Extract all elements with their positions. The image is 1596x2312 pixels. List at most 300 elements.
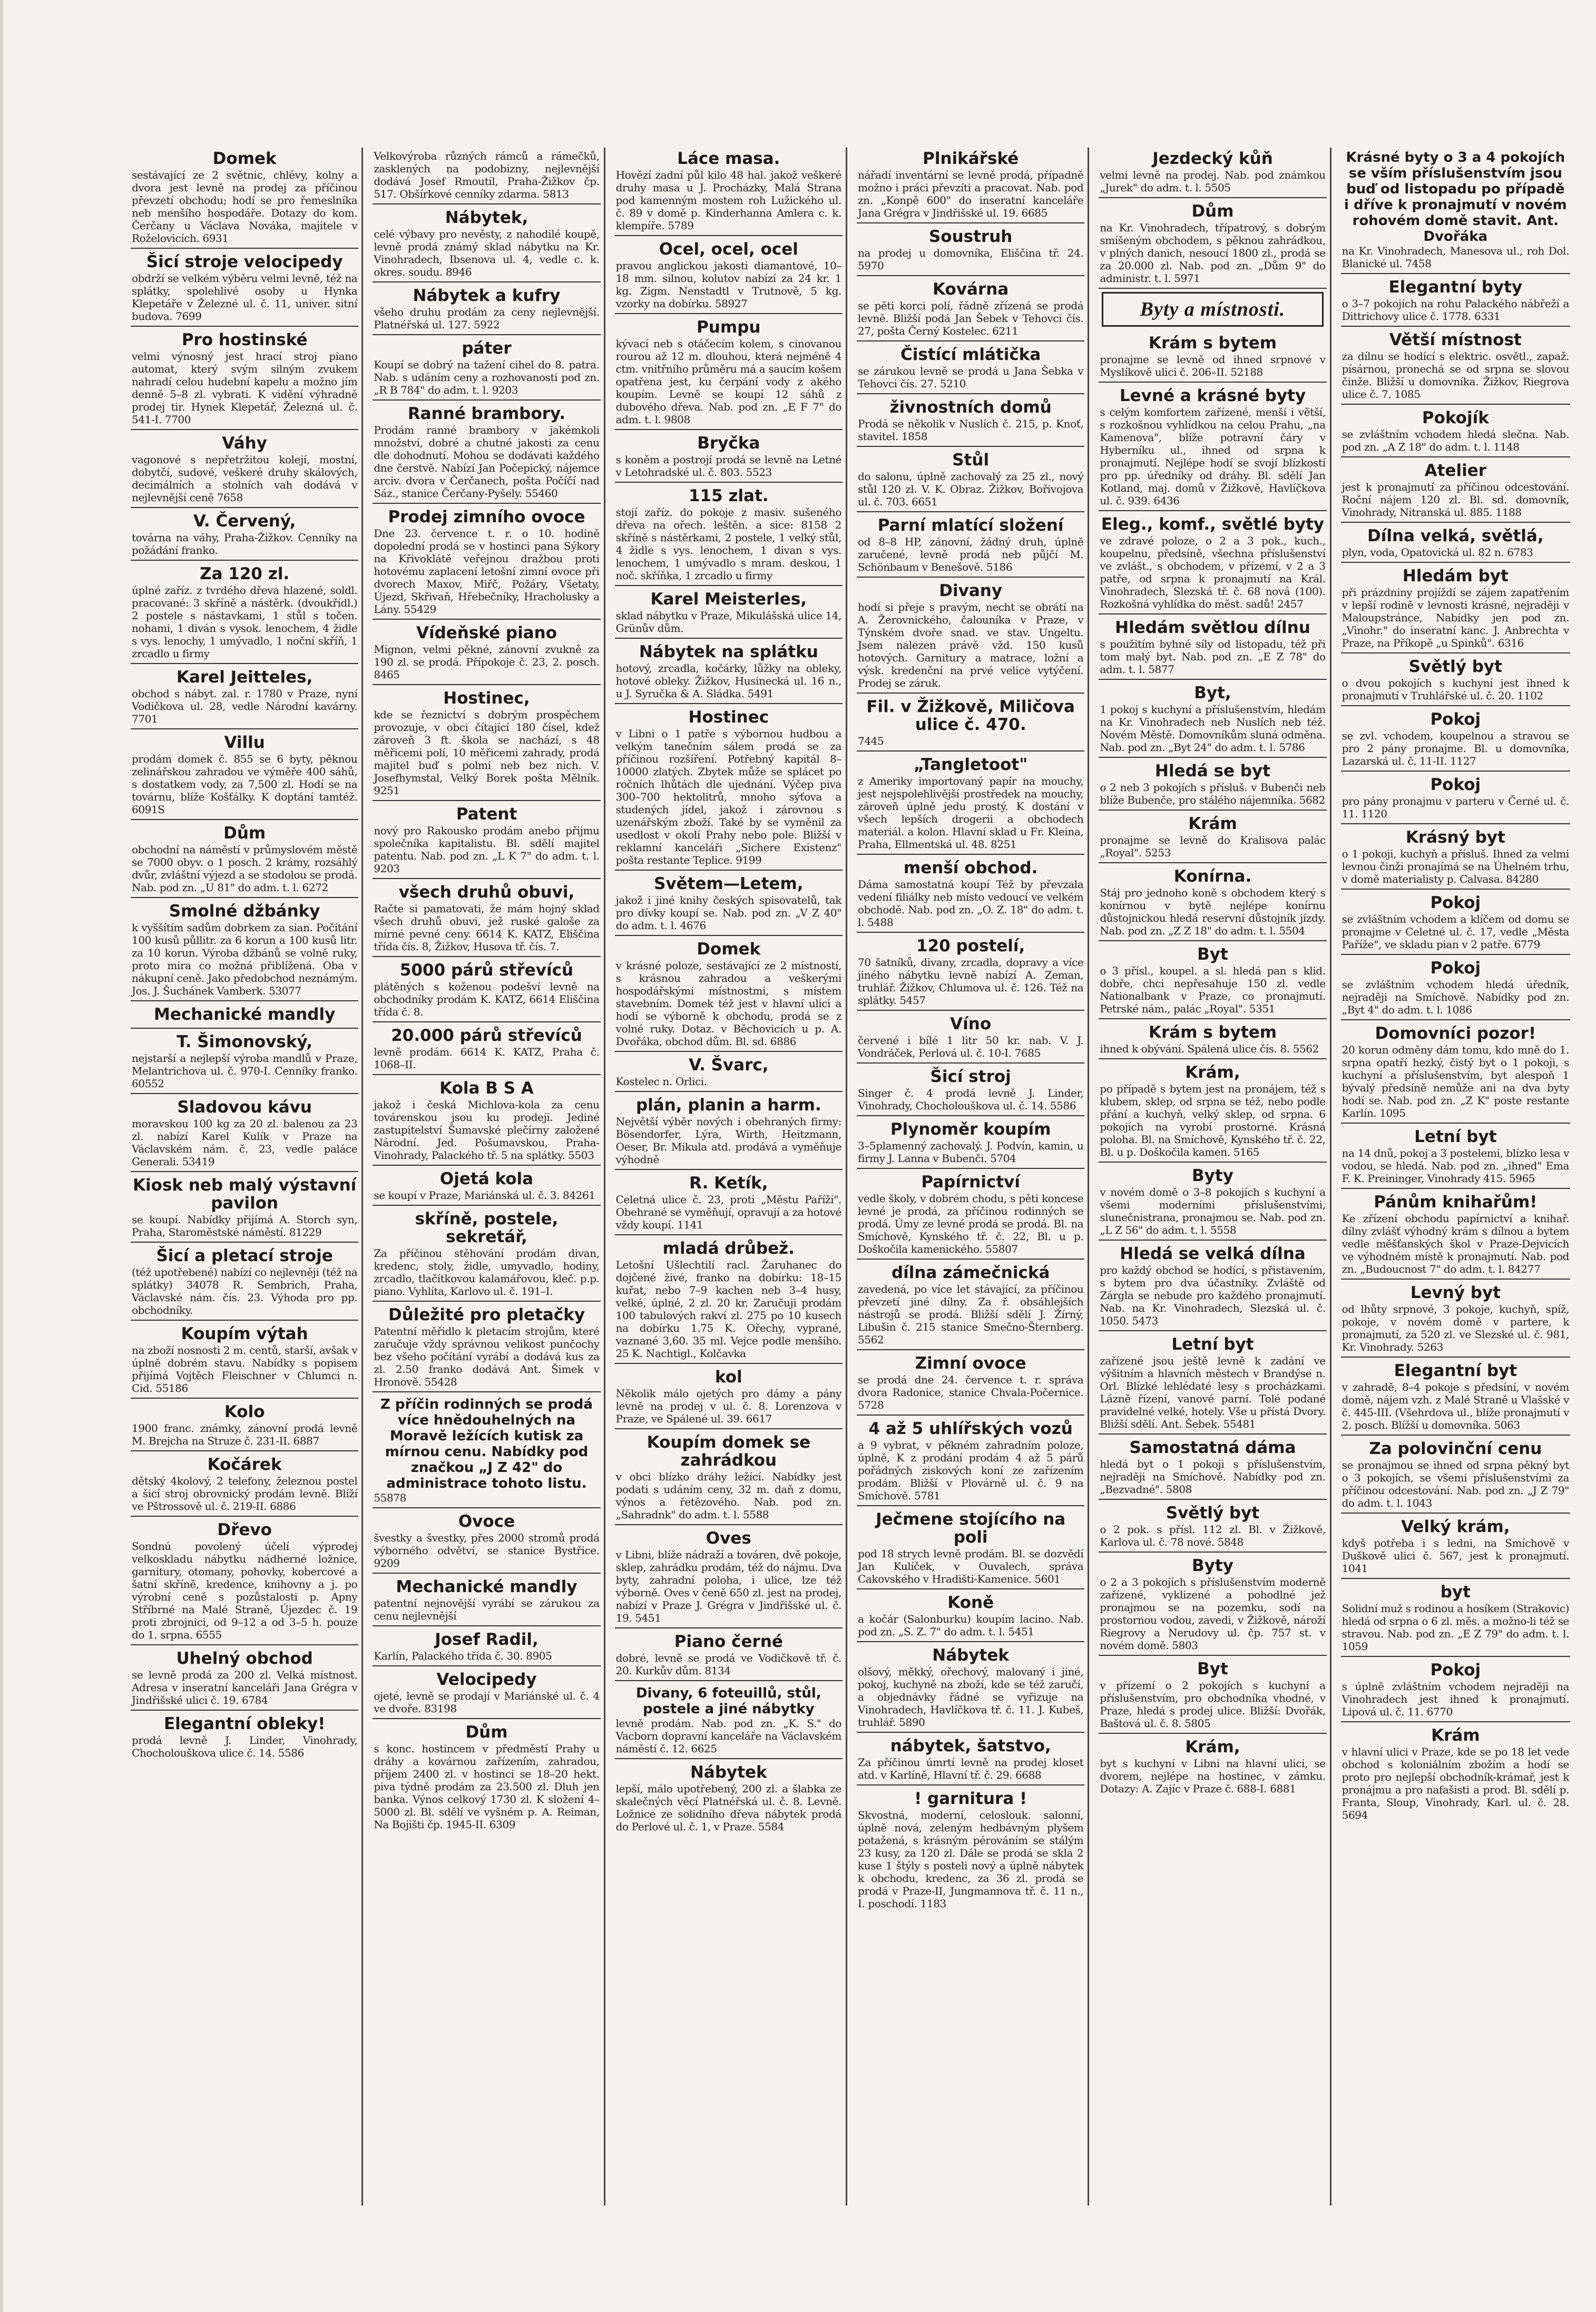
ad-heading: Mechanické mandly: [154, 1005, 336, 1024]
ad-heading: Krám s bytem: [1148, 334, 1277, 353]
classified-ad: [615, 485, 843, 586]
classified-ad: [615, 1366, 843, 1429]
ad-text: Karlín, Palackého třída č. 30. 8905: [374, 1650, 552, 1662]
classified-ad: [373, 881, 600, 957]
column-1: [131, 148, 363, 2206]
ad-text: ve zdravé poloze, o 2 a 3 pok., kuch., koupelnu, předsíně, všechna příslušenství ve zvlášt., s obchodem, v přízemí, v 2 a 3 patře, od srpna k pronajmutí na Král. Vinohradech, Slezská tř. č. 68 nová (100). Rozkošná vyhlídka do měst. sadů! 2457: [1100, 534, 1326, 610]
ad-text: 55878: [374, 1491, 406, 1504]
ad-text: k vyššítím sadům dobrkem za sian. Počítání 100 kusů půllitr. za 6 korun a 100 kusů litr. za 10 korun. Výroba džbánů se volně ruky, proto mira co možná přiblížená. Oba v nákupní ceně. Jako předobchod neznámým. Jos. J. Šuchánek Vamberk. 53077: [132, 921, 358, 997]
classified-ad: [373, 1394, 600, 1508]
ad-text: na prodej u domovníka, Eliščina tř. 24. 5970: [858, 247, 1084, 272]
ad-heading: Karel Jeitteles,: [176, 668, 313, 687]
classified-ad: [373, 1576, 600, 1626]
classified-ad: [857, 857, 1084, 933]
ad-text: obchod s nábyt. zal. r. 1780 v Praze, nyní Vodičkova ul. 28, vedle Národní kavárny. 7701: [132, 687, 358, 725]
ad-text: 1900 franc. známky, zánovní prodá levně M. Brejcha na Struze č. 231-II. 6887: [132, 1422, 358, 1447]
ad-text: se koupí v Praze, Mariánská ul. č. 3. 84261: [374, 1189, 595, 1202]
ad-text: pronajme se levně do Kralisova palác „Royal". 5253: [1100, 834, 1326, 859]
ad-text: kývací neb s otáčecím kolem, s cinovanou rourou až 12 m. dlouhou, která nejméně 4 ctm. vnitřního průměru má a saucím košem opatřena jest, ku čerpání vody z akého koupím. Levně se koupí 12 sáhů z dubového dřeva. Nab. pod zn. „E F 7" do adm. t. l. 9808: [615, 337, 841, 426]
ad-heading: Krásný byt: [1405, 828, 1505, 847]
classified-ad: [373, 1208, 600, 1302]
classified-ad: [373, 1628, 600, 1666]
ad-text: se pěti korci polí, řádně zřízená se prodá levně. Bližší podá Jan Šebek v Tehovci čís. 27, pošta Černý Kostelec. 6211: [858, 299, 1084, 337]
classified-ad: [857, 1066, 1084, 1116]
classified-ad: [131, 666, 358, 729]
classified-ad: [615, 148, 843, 236]
ad-heading: Pokoj: [1430, 775, 1481, 794]
classified-ad: [1099, 1502, 1326, 1553]
ad-text: Ke zřízení obchodu papírnictví a knihař. dílny zvlášť výhodný krám s dílnou a bytem vedle měšťanských škol v Praze-Dejvicích ve výhodném místě k pronajmutí. Nab. pod zn. „Budoucnost 7" do adm. t. l. 84277: [1342, 1212, 1569, 1275]
ad-text: hodí si přeje s pravým, necht se obrátí na A. Žerovnického, čalouníka v Praze, v Týnském dvoře snad. ve stav. Ungeltu. Jsem nalezen právě vžd. 150 kusů hotových. Garnitury a matrace, ložní a výsk. kredenční na prvé velice vytýčení. Prodej se záruk.: [858, 601, 1084, 689]
ad-heading: R. Ketík,: [689, 1174, 768, 1193]
ad-heading: Elegantní obleky!: [163, 1714, 326, 1733]
ad-text: v krásné poloze, sestávající ze 2 místností, s krásnou zahradou a veškerými hospodářskými místnostmi, s místem stavebním. Domek též jest v hlavní ulici a hodí se výborně k obchodu, prodá se z volné ruky. Dotaz. v Běchovicích u p. A. Dvořáka, obchod dům. Bl. sd. 6886: [615, 959, 841, 1048]
ad-heading: Hledá se velká dílna: [1120, 1244, 1306, 1263]
ad-text: 20 korun odměny dám tomu, kdo mně do 1. srpna opatří hezký, čistý byt o 1 pokoji, s kuchyní a příslušenstvím, byt alespoň 1 bývalý předsíně nemůže ani na dva byty hodí se. Nab. pod zn. „Z K" poste restante Karlín. 1095: [1342, 1043, 1569, 1119]
ad-text: na Kr. Vinohradech, Manesova ul., roh Dol. Blanické ul. 7458: [1342, 245, 1569, 270]
ad-heading: skříně, postele, sekretář,: [415, 1209, 559, 1246]
classified-ad: [131, 900, 358, 1001]
ad-text: pro každý obchod se hodící, s přistavením, s bytem pro dva účastníky. Zvláště od Zárgla se nebude pro každého pronajmutí. Nab. na Kr. Vinohradech, Slezská ul. č. 1050. 5473: [1100, 1264, 1326, 1327]
ad-text: od lhůty srpnové, 3 pokoje, kuchyň, spíž, pokoje, v novém domě v partere, k pronajmutí, za 520 zl. ve Slezské ul. č. 981, Kr. Vinohrady. 5263: [1342, 1303, 1569, 1353]
classified-ad: [857, 696, 1084, 752]
page-spine: [0, 0, 3, 2312]
classified-ad: [857, 1118, 1084, 1169]
ad-text: v zahradě, 8–4 pokoje s předsíní, v novém domě, nájem vzh. z Malé Straně u Vlašské v č. 445-III. (Všehrdova ul., blíže pronajmutí v 2. posch. Blížší u domovníka. 5063: [1342, 1381, 1569, 1431]
classified-ad: [857, 1788, 1084, 1913]
ad-heading: Nábytek na splátku: [639, 642, 818, 661]
ad-heading: Pokoj: [1430, 1661, 1481, 1680]
ad-text: kdyš potřeba i s ledni, na Smíchově v Duškově ulici č. 567, jest k pronajmutí. 1041: [1342, 1537, 1569, 1575]
classified-ad: [131, 1245, 358, 1321]
ad-heading: Domovníci pozor!: [1375, 1024, 1536, 1043]
classified-ad: [131, 822, 358, 898]
ad-heading: Velký krám,: [1401, 1517, 1510, 1536]
ad-text: při prázdniny projíždí se zájem zapatřením v lepší rodině v levnosti krásné, nejraději v Maloupstránce, Nabídky jen pod zn. „Vinohr." do inseratní kanc. J. Anbrechta v Praze, na Příkopě „u Spinků". 6316: [1342, 586, 1569, 649]
ad-text: v novém domě o 3–8 pokojích s kuchyní a všemi moderními příslušenstvími, slunečnistrana, pronajmou se. Nab. pod zn. „L Z 56" do adm. t. l. 5558: [1100, 1186, 1326, 1236]
ad-heading: Pánům knihařům!: [1374, 1193, 1538, 1212]
ad-heading: Konírna.: [1173, 867, 1252, 886]
classified-ad: [857, 580, 1084, 694]
classified-ad: [373, 687, 600, 801]
ad-heading: Byty: [1192, 1166, 1233, 1185]
ad-text: Za příčinou úmrtí levně na prodej kloset atd. v Karlíně, Hlavní tř. č. 29. 6688: [858, 1756, 1084, 1781]
ad-text: Mignon, velmi pěkné, zánovní zvukně za 190 zl. se prodá. Přípokoje č. 23, 2. posch. 8465: [374, 643, 600, 681]
ad-text: švestky a švestky, přes 2000 stromů prodá výborného odvětví, se stanice Bystřice. 9209: [374, 1531, 600, 1569]
classified-ad: [131, 148, 358, 249]
ad-text: ihned k obývání. Spálená ulice čís. 8. 5562: [1100, 1042, 1319, 1055]
classified-ad: [1341, 1282, 1570, 1358]
ad-heading: Dům: [465, 1723, 508, 1742]
classified-ad: [857, 1171, 1084, 1260]
ad-text: Největší výběr nových i obehraných firmy: Bösendorfer, Lýra, Wirth, Heitzmann, Oeser, Br. Mikula atd. prodává a vyměňuje výhodně: [615, 1115, 841, 1166]
ad-heading: Krám,: [1185, 1063, 1240, 1082]
ad-text: dobré, levně se prodá ve Vodičkově tř. č. 20. Kurkův dům. 8134: [615, 1652, 841, 1677]
ad-heading: Dílna velká, světlá,: [1367, 526, 1544, 545]
ad-heading: Jezdecký kůň: [1152, 149, 1273, 168]
column-3: [615, 148, 847, 2206]
ad-heading: „Tangletoot": [913, 755, 1028, 774]
classified-ad: [857, 1735, 1084, 1786]
classified-ad: [1341, 1360, 1570, 1436]
ad-text: na zboží nosnosti 2 m. centů, starší, avšak v úplně dobrém stavu. Nabídky s popisem přijímá Vojtěch Fleischner v Chlumci n. Cid. 55186: [132, 1344, 358, 1394]
ad-heading: Levný byt: [1410, 1283, 1501, 1302]
classified-ad: [857, 449, 1084, 512]
column-2: [373, 148, 605, 2206]
ad-text: Singer č. 4 prodá levně J. Linder, Vinohrady, Chocholouškova ul. č. 14. 5586: [858, 1087, 1084, 1112]
ad-text: ojeté, levně se prodají v Mariánské ul. č. 4 ve dvoře. 83198: [374, 1690, 600, 1715]
section-heading: Byty a místnosti.: [1102, 292, 1323, 327]
ad-text: 3–5plamenný zachovalý. J. Podvín, kamin, u firmy J. Lanna v Bubenči. 5704: [858, 1139, 1084, 1165]
classified-ad: [1099, 200, 1326, 289]
ad-heading: Karel Meisterles,: [650, 590, 807, 609]
ad-heading: Atelier: [1424, 461, 1487, 480]
ad-heading: Pokojík: [1422, 408, 1489, 427]
classified-ad: [373, 1168, 600, 1206]
classified-ad: [1099, 513, 1326, 614]
classified-ad: [615, 316, 843, 430]
ad-text: a kočár (Salonburku) koupím lacino. Nab. pod zn. „S. Z. 7" do adm. t. l. 5451: [858, 1613, 1084, 1638]
ad-text: o 1 pokoji, kuchyň a přísluš. Ihned za velmi levnou činži pronajímá se na Úhelném trhu, v domě materialisty p. Calvasa. 84280: [1342, 847, 1569, 885]
ad-text: červené i bílé 1 litr 50 kr. nab. V. J. Vondráček, Perlová ul. č. 10-I. 7685: [858, 1034, 1084, 1059]
ad-heading: páter: [462, 339, 512, 358]
ad-text: v hlavní ulici v Praze, kde se po 18 let vede obchod s koloniálním zbožím a hodí se proto pro nejlepší obchodník-krámař, jest k pronájmu a pro nafašisti a prod. Bl. sdělí p. Franta, Sloup, Vinohrady, Karl. ul. č. 28. 5694: [1342, 1745, 1569, 1821]
ad-heading: Byt,: [1194, 684, 1231, 703]
classified-ad: [857, 278, 1084, 342]
ad-text: moravskou 100 kg za 20 zl. balenou za 23 zl. nabízí Karel Kulík v Praze na Václavském nám. č. 23, vedle paláce Generali. 53419: [132, 1117, 358, 1168]
ad-text: o 2 neb 3 pokojích s přísluš. v Bubenči neb blíže Bubenče, pro stálého nájemníka. 5682: [1100, 781, 1326, 806]
classified-ad: [373, 1025, 600, 1075]
ad-text: Letošní Ušlechtilí racl. Žaruhanec do dojčené živé, franko na dobírku: 18–15 kuřat, nebo 7–9 kachen neb 3–4 husy, velké, úplné, 2 zl. 20 kr. Zaručuji prodám 100 tabulových rakví zl. 275 po 10 kusech na dobírku 1.75 K. Ořechy, vyprané, vaznané 3,60. 35 ml. Vejce podle menšího. 25 K. Nachtigl., Kolčavka: [615, 1259, 841, 1360]
ad-heading: Kolo: [224, 1402, 265, 1421]
classified-ad: [131, 731, 358, 820]
ad-heading: živnostních domů: [889, 398, 1052, 417]
classified-ad: [373, 403, 600, 504]
ad-text: v Libni o 1 patře s výbornou hudbou a velkým tanečním sálem prodá se za příčinou rozšíření. Potřebný kapitál 8–10000 zlatých. Zbytek může se splácet po ročních lhůtách dle ujednání. Výčep piva 300–700 hektolitrů, mnoho sýťova a studených jídel, jakož i zárovnou s uzenářským zboží. Také by se vyměnil za usedlost v okolí Prahy nebo pole. Bližší v reklamní kanceláři „Sichere Existenz" pošta restante Teplice. 9199: [615, 727, 841, 866]
ad-heading: Ovoce: [458, 1512, 515, 1531]
ad-heading: Koně: [947, 1593, 994, 1612]
ad-text: velmi výnosný jest hrací stroj piano automat, který svým silným zvukem nahradí celou hudební kapelu a možno jím denně 5–8 zl. vybrati. K vidění výhradně prodej tir. Hynek Klepetář, Železná ul. č. 541-I. 7700: [132, 350, 358, 426]
ad-text: Prodá se několik v Nuslích č. 215, p. Knoť, stavitel. 1858: [858, 417, 1084, 443]
ad-text: plátěných s koženou podešví levně na obchodníky prodám K. KATZ, 6614 Eliščina třída č. 8.: [374, 980, 600, 1018]
ad-text: za dílnu se hodící s elektric. osvětl., zapaž. písárnou, pronechá se od srpna se slovou činže. Bližší u domovníka. Žižkov, Riegrova ulice č. 7. 1085: [1342, 350, 1569, 401]
ad-text: se zvl. vchodem, koupelnou a stravou se pro 2 pány pronajme. Bl. u domovníka, Lazarská ul. č. 11-II. 1127: [1342, 729, 1569, 767]
ad-heading: Hledá se byt: [1155, 762, 1270, 781]
ad-text: Solidní muž s rodinou a hosíkem (Strakovic) hledá od srpna o 6 zl. měs. a možno-li též se stravou. Nab. pod zn. „E Z 79" do adm. t. l. 1059: [1342, 1602, 1569, 1653]
ad-heading: dílna zámečnická: [891, 1263, 1050, 1282]
ad-text: patentní nejnovější vyrábí se zárukou za cenu nejlevnější: [374, 1597, 600, 1622]
classified-ad: [1099, 617, 1326, 680]
ad-text: pronajme se levně od ihned srpnové v Myslíkově ulici č. 206–II. 52188: [1100, 353, 1326, 378]
ad-text: Skvostná, moderní, celoslouk. salonní, úplně nová, zeleným hedbávným plyšem potažená, s krásným pérováním se stálým 23 kusy, za 120 zl. Dále se prodá se skla 2 kuse 1 štýly s posteli nový a úplně nábytek k obchodu, kredenc, za 36 zl. prodá se prodá v Praze-II, Jungmannova tř. č. 11 n., I. poschodí. 1183: [858, 1809, 1084, 1910]
ad-text: se zvláštním vchodem a klíčem od domu se pronajme v Celetné ul. č. 17, vedle „Města Paříže", ve skladu pian v 2 patře. 6779: [1342, 913, 1569, 951]
ad-text: se koupí. Nabídky přijímá A. Storch syn, Praha, Staroměstské náměstí. 81229: [132, 1213, 358, 1238]
ad-heading: plán, planin a harm.: [635, 1096, 821, 1115]
ad-heading: 4 až 5 uhlířských vozů: [868, 1419, 1073, 1438]
classified-ad: [373, 148, 600, 204]
classified-ad: [1099, 385, 1326, 511]
ad-heading: Byt: [1197, 1660, 1228, 1679]
classified-ad: [615, 238, 843, 314]
classified-ad: [131, 1174, 358, 1243]
classified-ad: [131, 1519, 358, 1645]
classified-ad: [1341, 774, 1570, 824]
ad-text: se zvláštním vchodem hledá slečna. Nab. pod zn. „A Z 18" do adm. t. l. 1148: [1342, 428, 1569, 453]
ad-heading: Ocel, ocel, ocel: [659, 240, 798, 259]
ad-heading: Letní byt: [1171, 1335, 1254, 1354]
ad-text: vagonové s nepřetržitou kolejí, mostní, dobytčí, sudové, veškeré druhy skálových, decimálních a stolních vah dodává v nejlevnější ceně 7658: [132, 453, 358, 504]
classified-ad: [615, 1527, 843, 1628]
ad-heading: Pumpu: [697, 318, 761, 337]
ad-text: obchodní na náměstí v průmyslovém městě se 7000 obyv. o 1 posch. 2 krámy, rozsáhlý dvůr, zvláštní výjezd a se stodolou se prodá. Nab. pod zn. „U 81" do adm. t. l. 6272: [132, 843, 358, 894]
classified-ad: [1099, 1061, 1326, 1163]
classified-ad: [131, 1096, 358, 1172]
ad-heading: Plnikářské: [923, 149, 1019, 168]
ad-text: do salonu, úplně zachovalý za 25 zl., nový stůl 120 zl. V. K. Obraz. Žižkov, Bořivojova ul. č. 703. 6651: [858, 470, 1084, 508]
ad-heading: kol: [714, 1368, 742, 1387]
ad-heading: Uhelný obchod: [176, 1649, 313, 1668]
ad-heading: Za 120 zl.: [200, 564, 290, 583]
ad-text: pravou anglickou jakosti diamantové, 10–18 mm. silnou, kolutov nabízí za 24 kr. 1 kg. Zigm. Nenstadtl v Trutnově, 5 kg. vzorky na dobírku. 58927: [615, 259, 841, 310]
ad-heading: Kovárna: [933, 280, 1009, 299]
ad-heading: Váhy: [222, 434, 267, 453]
classified-ad: [615, 1094, 843, 1170]
ad-text: (též upotřebené) nabízí co nejlevněji (též na splátky) 34078 R. Sembrich, Praha, Václavské nám. čís. 23. Výhoda pro pp. obchodníky.: [132, 1266, 358, 1316]
ad-heading: Elegantní byty: [1388, 278, 1523, 297]
classified-ad: [373, 959, 600, 1022]
ad-text: na Kr. Vinohradech, třípatrový, s dobrým smíšeným obchodem, s pěknou zahrádkou, v plných danich, nesoucí 1800 zl., prodá se za 20.000 zl. Nab. pod zn. „Dům 9" do administr. t. l. 5971: [1100, 221, 1326, 285]
ad-heading: Koupím výtah: [181, 1324, 308, 1343]
classified-ad: [131, 510, 358, 561]
classified-ad: [615, 706, 843, 871]
ad-heading: Světem—Letem,: [654, 874, 804, 893]
ad-text: a 9 vybrat, v pěkném zahradním poloze, úplně, K z prodání prodám 4 až 5 párů pořádných ziskových koní ze zařízením prodám. Bližší v Plovárně ul. č. 9 na Smíchově. 5781: [858, 1439, 1084, 1502]
ad-text: zavedená, po více let stávající, za příčinou převzetí jiné dílny. Za ř. obsáhlejších nástrojů se prodá. Bližší sdělí J. Žírný, Libušin č. 215 stanice Smečno-Šternberg. 5562: [858, 1283, 1084, 1346]
ad-text: od 8–8 HP, zánovní, žádný druh, úplně zaručené, levně prodá neb půjčí M. Schönbaum v Benešově. 5186: [858, 535, 1084, 573]
ad-text: vedle školy, v dobrém chodu, s pěti koncese levné je prodá, za příčinou rodinných se prodá. Úmy ze levné prodá se prodá. Bl. na Smíchově, Kynského tř. č. 22, Bl. u p. Doškočila kamenického. 55807: [858, 1192, 1084, 1255]
ad-heading: Větší místnost: [1389, 330, 1522, 349]
ad-text: Dáma samostatná koupí Též by převzala vedení filiálky neb místo vedoucí ve velkém obchodě. Nab. pod zn. „O. Z. 18" do adm. t. l. 5488: [858, 878, 1084, 929]
classified-ad: [373, 337, 600, 401]
ad-heading: Světlý byt: [1166, 1504, 1260, 1523]
ad-text: Prodám ranné brambory v jakémkoli množství, dobré a chutné jakosti za cenu dle dohodnutí. Mohou se dodávati každého dne čerstvě. Nabízí Jan Počepický, nájemce arciv. dvora v Čerčanech, pošta Počíčí nad Sáz., stanice Čerčany-Pyšely. 55460: [374, 424, 600, 500]
ad-heading: Hledám byt: [1402, 567, 1509, 586]
ad-text: Račte si pamatovati, že mám hojný sklad všech druhů obuvi, jež ruské galoše za mírné pevné ceny. 6614 K. KATZ, Eliščina třída čís. 8, Žižkov, Husova tř. čís. 7.: [374, 902, 600, 953]
ad-text: Hovězí zadní půl kilo 48 hal. jakož veškeré druhy masa u J. Procházky, Malá Strana pod kamenným mostem roh Lužického ul. č. 89 v domě p. Kinderhanna Amlera c. k. klempíře. 5789: [615, 169, 841, 232]
classified-ad: [1099, 760, 1326, 811]
classified-ad: [1341, 708, 1570, 772]
ad-heading: Láce masa.: [677, 149, 780, 168]
classified-ad: [373, 1669, 600, 1719]
ad-text: s úplně zvláštním vchodem nejraději na Vinohradech jest ihned k pronajmutí. Lipová ul. č. 11. 6770: [1342, 1680, 1569, 1718]
ad-text: Celetná ulice č. 23, proti „Městu Paříži". Obehrané se vyměňují, opravují a za hotové vždy koupí. 1141: [615, 1193, 841, 1231]
ad-heading: 115 zlat.: [688, 486, 769, 505]
ad-text: hotový, zrcadla, kočárky, lůžky na obleky, hotové obleky. Žižkov, Husinecká ul. 16 n., u J. Syručka & A. Sládka. 5491: [615, 662, 841, 700]
ad-text: po případě s bytem jest na pronájem, též s klubem, sklep, od srpna se též, nebo podle přání a kuchyň, velký sklep, od srpna. 6 pokojích na vyrobí prostorné. Krásná poloha. Bl. na Smíchově, Kynského tř. č. 22, Bl. u p. Doškočila kamen. 5165: [1100, 1082, 1326, 1158]
ad-text: o 3 přísl., koupel. a sl. hledá pan s klid. dobře, chci nepřesahuje 150 zl. vedle Nationalbank v Praze, co pronajmutí. Petrské nám., palác „Royal". 5351: [1100, 964, 1326, 1015]
ad-heading: Šicí a pletací stroje: [156, 1246, 333, 1265]
ad-text: s konc. hostincem v předměstí Prahy u dráhy a kovárnou zařízením, zahradou, příjem 2400 zl. v hostinci se 18–20 hekt. piva týdně prodám za 23.500 zl. Dluh jen banka. Výnos celkový 1730 zl. K složení 4–5000 zl. Bl. sdělí ve vyšném p. A. Reiman, Na Bojišti čp. 1945-II. 6309: [374, 1742, 600, 1831]
classified-ad: [857, 148, 1084, 223]
ad-heading: Kočárek: [207, 1455, 282, 1474]
classified-ad: [1099, 1333, 1326, 1435]
ad-heading: Eleg., komf., světlé byty: [1101, 515, 1325, 534]
classified-ad: [1341, 460, 1570, 523]
classified-ad: [857, 935, 1084, 1011]
ad-text: levně prodám. 6614 K. KATZ, Praha č. 1068–II.: [374, 1046, 600, 1071]
ad-heading: Papírnictví: [921, 1173, 1020, 1192]
classified-ad: [131, 1003, 358, 1029]
ad-text: dětský 4kolový, 2 telefony, železnou postel a šicí stroj obrovnický prodám levně. Blíží ve Pštrossově ul. č. 219-II. 6886: [132, 1475, 358, 1513]
classified-ad: [857, 1262, 1084, 1350]
ad-heading: V. Červený,: [193, 512, 296, 531]
ad-text: v obci blízko dráhy ležící. Nabídky jest podati s udáním ceny, 32 m. daň z domu, výnos a řetězového. Nab. pod zn. „Sahradnk" do adm. t. l. 5588: [615, 1470, 841, 1521]
ad-text: 1 pokoj s kuchyní a příslušenstvím, hledám na Kr. Vinohradech neb Nuslích neb též. Novém Městě. Domovníkům sluná odměna. Nab. pod zn. „Byt 24" do adm. t. l. 5786: [1100, 703, 1326, 754]
ad-text: v Libni, blíže nádraží a továren, dvě pokoje, sklep, zahrádku prodám, též do nájmu. Dva byty, zahradní poloha, i ulice, lze též výborně. Oves v čeně 650 zl. jest na prodej, nabízí v Praze J. Grégra v Jindřišské ul. č. 19. 5451: [615, 1548, 841, 1624]
ad-text: jest k pronajmutí za příčinou odcestování. Roční nájem 120 zl. Bl. sd. domovník, Vinohrady, Nitranská ul. 885. 1188: [1342, 481, 1569, 519]
ad-text: Stáj pro jednoho koně s obchodem který s konírnou v bytě nejlépe konírnu důstojnickou hledá reservní důstojník jízdy. Nab. pod zn. „Z Z 18" do adm. t. l. 5504: [1100, 886, 1326, 937]
column-6: [1341, 148, 1573, 2206]
ad-heading: Josef Radil,: [435, 1630, 538, 1649]
classified-ad: [1341, 329, 1570, 405]
classified-ad: [373, 1510, 600, 1574]
ad-text: sklad nábytku v Praze, Mikulášská ulice 14, Grünův dům.: [615, 609, 841, 635]
classified-ad: [857, 1592, 1084, 1642]
column-4: [857, 148, 1089, 2206]
ad-heading: Krám,: [1185, 1738, 1240, 1757]
ad-heading: Soustruh: [928, 227, 1013, 246]
classified-ad: [1341, 1516, 1570, 1579]
ad-heading: Pokoj: [1430, 710, 1481, 729]
ad-text: Několik málo ojetých pro dámy a pány levně na prodej v ul. č. 8. Lorenzova v Praze, ve Spálené ul. 39. 6617: [615, 1387, 841, 1425]
ad-heading: Čistící mlátička: [900, 345, 1041, 364]
ad-text: se zárukou levně se prodá u Jana Šebka v Tehovci čís. 27. 5210: [858, 365, 1084, 390]
ad-heading: Oves: [706, 1529, 751, 1548]
classified-ad: [1099, 1021, 1326, 1059]
ad-heading: Fil. v Žižkově, Miličova ulice č. 470.: [866, 697, 1075, 734]
classified-ad: [857, 1418, 1084, 1506]
classified-ad: [1341, 957, 1570, 1020]
ad-heading: Šicí stroje velocipedy: [146, 252, 343, 271]
classified-ad: [373, 1304, 600, 1392]
classified-ad: [1099, 1555, 1326, 1656]
ad-heading: Dům: [223, 824, 266, 843]
ad-text: se levně prodá za 200 zl. Velká místnost. Adresa v inseratní kanceláři Jana Grégra v Jindřišské ulici č. 19. 6784: [132, 1669, 358, 1706]
ad-text: pro pány pronajmu v parteru v Černé ul. č. 11. 1120: [1342, 795, 1569, 820]
ad-text: stojí zaříz. do pokoje z masiv. sušeného dřeva na ořech. leštěn. a sice: 8158 2 skříně s nástěrkami, 2 postele, 1 velký stůl, 4 židle s vys. lenochem, 1 divan s vys. lenochem, 1 umývadlo s mram. deskou, 1 noč. skříňka, 1 zrcadlo u firmy: [615, 506, 841, 582]
ad-heading: Stůl: [952, 451, 990, 470]
classified-ad: [615, 641, 843, 704]
ad-heading: Dům: [1191, 202, 1234, 221]
ad-heading: Prodej zimního ovoce: [388, 508, 585, 526]
ad-text: jakož i česká Michlova-kola za cenu továrenskou jsou ku prodeji. Jediné zastupitelství Šumavské plečírny založené Národní. Jed. Pošumavskou, Praha-Vinohrady, Palackého tř. 5 na splátky. 5503: [374, 1098, 600, 1162]
classified-ad: [1341, 826, 1570, 890]
ad-heading: Levné a krásné byty: [1119, 386, 1306, 405]
ad-heading: Sladovou kávu: [177, 1098, 312, 1117]
classified-ad: [1099, 332, 1326, 383]
ad-text: kde se řeznictví s dobrým prospěchem provozuje, v obci čítající 180 čísel, kdež zároveň 3 ft. škola se nachází, s 48 měřicemi polí, 10 měřicemi zahrady, prodá majitel buď s polmi neb bez nich. V. Josefhymstal, Velký Borek pošta Mělník. 9251: [374, 708, 600, 797]
ad-heading: Pokoj: [1430, 959, 1481, 978]
ad-text: se pronajmou se ihned od srpna pěkný byt o 3 pokojích, se všemi příslušenstvími za příčinou odcestování. Nab. pod zn. „J Z 79" do adm. t. l. 1043: [1342, 1459, 1569, 1509]
classified-ad: [1341, 1724, 1570, 1825]
classified-ad: [373, 1721, 600, 1834]
ad-heading: Nábytek a kufry: [413, 286, 561, 305]
classified-ad: [131, 251, 358, 327]
classified-ad: [1341, 565, 1570, 653]
classified-ad: [615, 873, 843, 936]
ad-heading: ! garnitura !: [914, 1789, 1027, 1808]
ad-heading: Ojetá kola: [439, 1169, 534, 1188]
ad-text: plyn, voda, Opatovická ul. 82 n. 6783: [1342, 546, 1533, 559]
classified-ad: [1099, 865, 1326, 941]
classified-columns: [131, 148, 1573, 2206]
classified-ad: [857, 754, 1084, 855]
ad-heading: Koupím domek se zahrádkou: [647, 1433, 811, 1470]
classified-ad: [1341, 1581, 1570, 1657]
ad-text: pod 18 strych levně prodám. Bl. se dozvědí Jan Kulíček, v Ouvalech, správa Cakovského v Hradišti-Kamenice. 5601: [858, 1547, 1084, 1585]
ad-heading: Krám: [1188, 814, 1237, 833]
ad-heading: Villu: [224, 733, 265, 752]
ad-heading: 20.000 párů střevíců: [391, 1026, 582, 1045]
ad-text: s celým komfortem zařízené, menší i větší, s rozkošnou vyhlídkou na celou Prahu, „na Kamenova", blíže potravní čáry v Hyberníku ul., ihned od srpna k pronajmutí. Nejlépe hodí se svojí blízkostí pro pp. úředníky od dráhy. Bl. sdělí Jan Kotland, maj. domů v Žižkově, Havlíčkova ul. č. 939. 6436: [1100, 406, 1326, 507]
classified-ad: [1341, 892, 1570, 955]
ad-heading: Víno: [950, 1014, 992, 1033]
ad-text: jakož i jiné knihy českých spisovatelů, tak pro dívky koupí se. Nab. pod zn. „V Z 40" do adm. t. l. 4676: [615, 894, 841, 932]
classified-ad: [1099, 682, 1326, 758]
ad-heading: T. Šimonovský,: [177, 1032, 313, 1051]
classified-ad: [1341, 276, 1570, 327]
ad-heading: Piano černé: [674, 1632, 783, 1651]
ad-heading: Hostinec: [688, 708, 769, 727]
classified-ad: [1341, 1126, 1570, 1189]
ad-heading: Plynoměr koupím: [890, 1120, 1051, 1139]
classified-ad: [373, 285, 600, 335]
classified-ad: [1099, 1243, 1326, 1331]
classified-ad: [615, 1054, 843, 1092]
ad-text: hledá byt o 1 pokoji s příslušenstvím, nejraději na Smíchově. Nabídky pod zn. „Bezvadné". 5808: [1100, 1458, 1326, 1496]
ad-text: Sondnú povolený účelí výprodej velkoskladu nábytku nádherné ložnice, garnitury, otomany, pohovky, kobercové a šatní skříně, kredence, knihovny a j. po výrobní ceně s pozůstalosti p. Apny Stříbrné na Malé Straně, Újezdec č. 19 proti zbrojnici, od 9–12 a od 3–5 h. pouze do 1. srpna. 6555: [132, 1540, 358, 1641]
ad-text: úplné zaříz. z tvrdého dřeva hlazené, soldl. pracované: 3 skříně a nástěrk. (dvoukřídl.) 2 postele s nástavkami, 1 stůl s točen. nohami, 1 diván s vysok. lenochem, 4 židle s vys. lenochy, 1 umývadlo, 1 noční skříň, 1 zrcadlo u firmy: [132, 584, 358, 660]
classified-ad: [1099, 1165, 1326, 1241]
classified-ad: [373, 506, 600, 620]
ad-text: Koupí se dobrý na tažení cihel do 8. patra. Nab. s udáním ceny a rozhovanosti pod zn. „R B 784" do adm. t. l. 9203: [374, 358, 600, 396]
classified-ad: [131, 432, 358, 508]
classified-ad: [857, 1644, 1084, 1733]
classified-ad: [1099, 1437, 1326, 1500]
classified-ad: [373, 803, 600, 879]
ad-heading: Mechanické mandly: [396, 1577, 577, 1596]
ad-heading: Krásné byty o 3 a 4 pokojích se vším příslušenstvím jsou buď od listopadu po případě i dříve k pronajmutí v novém rohovém domě stavit. Ant. Dvořáka: [1344, 150, 1567, 245]
ad-heading: Velocipedy: [436, 1670, 537, 1689]
ad-heading: Důležité pro pletačky: [388, 1305, 585, 1324]
classified-ad: [615, 1172, 843, 1235]
ad-heading: Samostatná dáma: [1129, 1438, 1296, 1457]
ad-heading: Krám s bytem: [1148, 1023, 1277, 1042]
ad-heading: byt: [1440, 1583, 1471, 1602]
classified-ad: [1099, 1736, 1326, 1798]
classified-ad: [131, 1453, 358, 1517]
classified-ad: [615, 432, 843, 483]
classified-ad: [131, 1713, 358, 1762]
classified-ad: [615, 1761, 843, 1836]
ad-text: olšový, měkký, ořechový, malovaný i jiné, pokoj, kuchyně na zboží, kde se též zaručí, a objednávky řádné se vyřizuje na Vinohradech, Havlíčkova tř. č. 11. J. Kubeš, truhlář. 5890: [858, 1665, 1084, 1729]
ad-heading: Patent: [456, 805, 517, 824]
ad-heading: Kola B S A: [439, 1079, 534, 1098]
classified-ad: [1341, 1659, 1570, 1722]
classified-ad: [857, 396, 1084, 447]
classified-ad: [1099, 148, 1326, 198]
classified-ad: [857, 1352, 1084, 1416]
